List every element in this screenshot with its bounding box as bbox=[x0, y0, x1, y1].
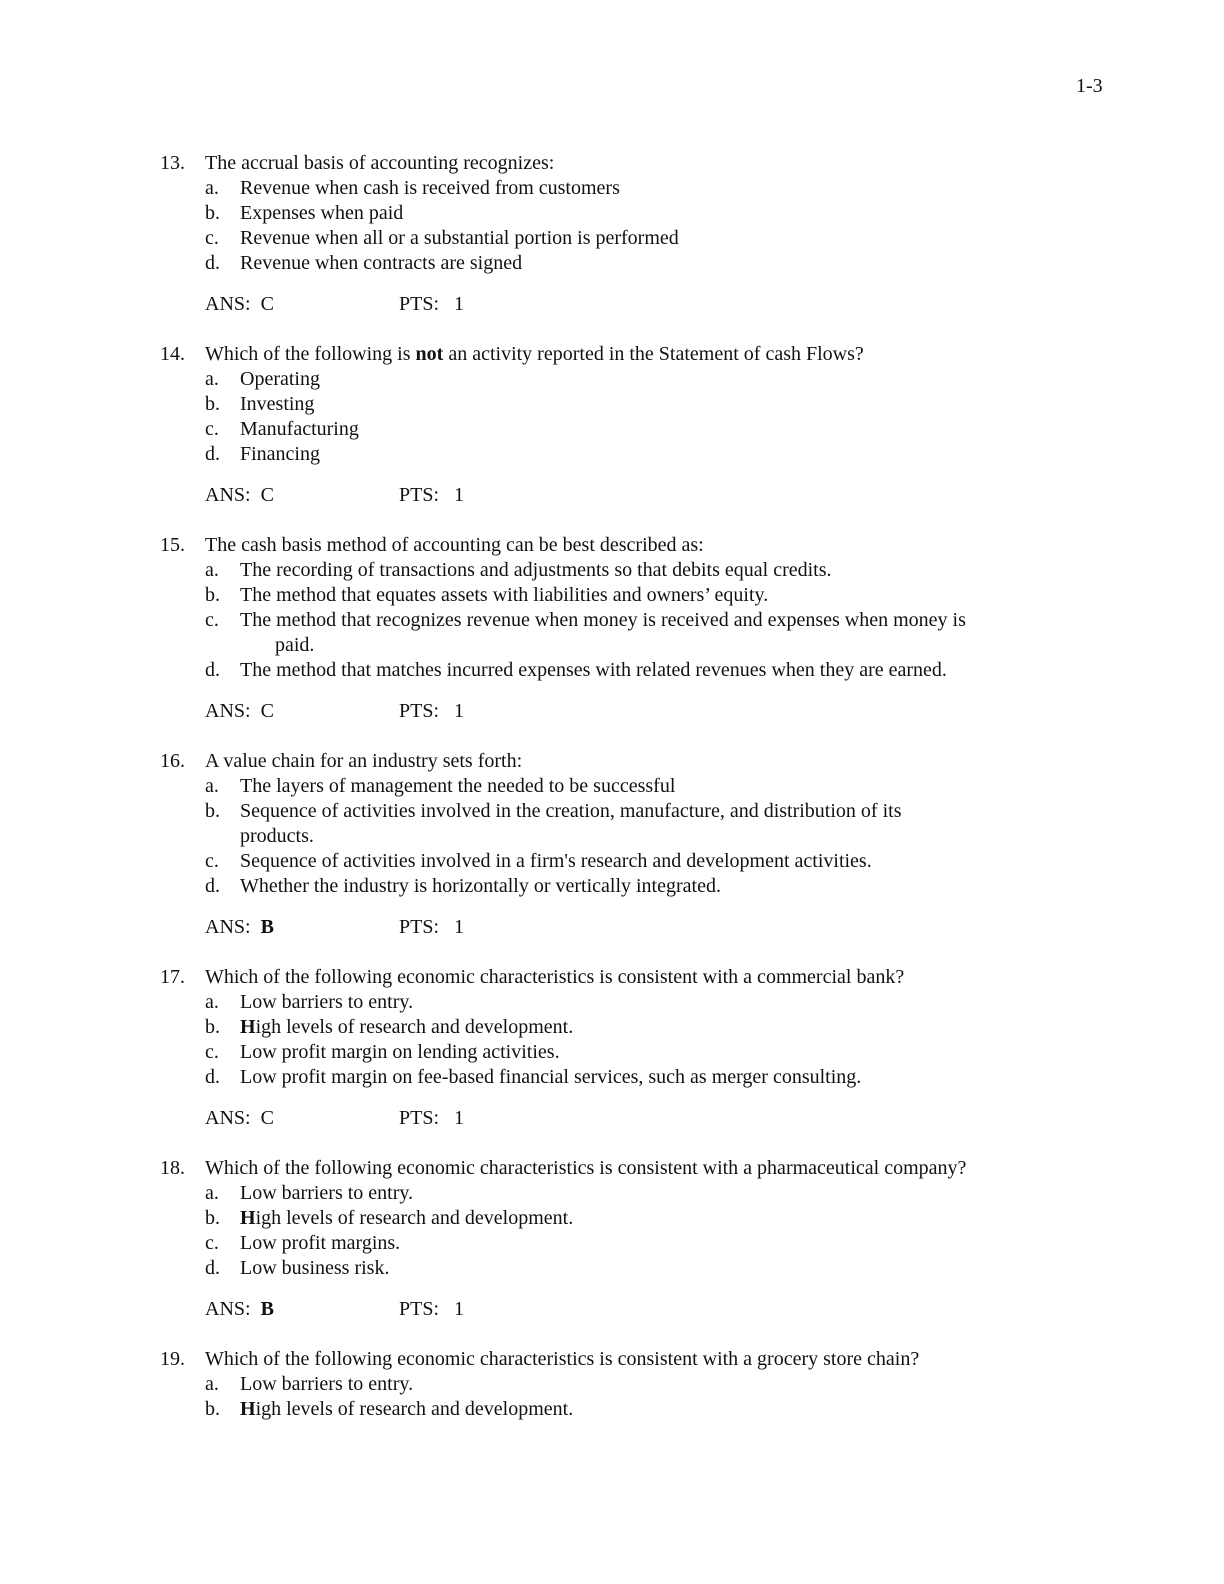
answer-label: ANS: bbox=[205, 1298, 251, 1320]
option-letter: b. bbox=[205, 584, 220, 606]
option-letter: d. bbox=[205, 443, 220, 465]
option-text-continued: products. bbox=[240, 825, 314, 847]
option-emphasis: H bbox=[240, 1207, 256, 1229]
answer-value: C bbox=[260, 1107, 274, 1129]
answer bbox=[205, 1297, 399, 1322]
question-emphasis: not bbox=[415, 343, 444, 365]
answer-option bbox=[160, 392, 1060, 417]
points-value: 1 bbox=[454, 1298, 465, 1320]
question-number: 17. bbox=[160, 966, 185, 988]
question-stem bbox=[160, 1347, 1060, 1372]
option-text: The layers of management the needed to be successful bbox=[240, 775, 676, 797]
answer bbox=[205, 1106, 399, 1131]
answer-option bbox=[160, 176, 1060, 201]
points bbox=[399, 483, 464, 508]
answer bbox=[205, 483, 399, 508]
option-letter: c. bbox=[205, 1041, 219, 1063]
option-text: Sequence of activities involved in a firm's research and development activities. bbox=[240, 850, 872, 872]
option-text: Manufacturing bbox=[240, 418, 359, 440]
option-letter: b. bbox=[205, 1016, 220, 1038]
option-letter: b. bbox=[205, 1207, 220, 1229]
points-label: PTS: bbox=[399, 700, 440, 722]
option-text: Revenue when all or a substantial portion is performed bbox=[240, 227, 679, 249]
points-label: PTS: bbox=[399, 916, 440, 938]
points-label: PTS: bbox=[399, 293, 440, 315]
option-letter: d. bbox=[205, 252, 220, 274]
answer-option bbox=[160, 201, 1060, 226]
answer-option bbox=[160, 1372, 1060, 1397]
points bbox=[399, 699, 464, 724]
question-stem bbox=[160, 749, 1060, 774]
question-stem bbox=[160, 342, 1060, 367]
question-text-rest: an activity reported in the Statement of cash Flows? bbox=[443, 343, 864, 365]
option-text: Low profit margin on fee-based financial services, such as merger consulting. bbox=[240, 1066, 862, 1088]
answer-key bbox=[160, 699, 1060, 724]
answer-option bbox=[160, 849, 1060, 874]
answer-value: C bbox=[260, 293, 274, 315]
question bbox=[160, 965, 1060, 1131]
option-letter: a. bbox=[205, 991, 219, 1013]
question-number: 13. bbox=[160, 152, 185, 174]
question bbox=[160, 749, 1060, 940]
question-number: 18. bbox=[160, 1157, 185, 1179]
option-letter: a. bbox=[205, 1373, 219, 1395]
points-value: 1 bbox=[454, 1107, 465, 1129]
option-text: The method that recognizes revenue when money is received and expenses when money is bbox=[240, 609, 966, 631]
question-stem bbox=[160, 151, 1060, 176]
points-value: 1 bbox=[454, 484, 465, 506]
option-emphasis: H bbox=[240, 1398, 256, 1420]
answer-option bbox=[160, 990, 1060, 1015]
question-stem bbox=[160, 533, 1060, 558]
option-text: igh levels of research and development. bbox=[255, 1016, 574, 1038]
points-value: 1 bbox=[454, 293, 465, 315]
answer-value: C bbox=[260, 700, 274, 722]
answer-option bbox=[160, 1206, 1060, 1231]
question bbox=[160, 151, 1060, 317]
answer-option bbox=[160, 558, 1060, 583]
question-text: Which of the following economic characteristics is consistent with a grocery store chain? bbox=[205, 1348, 920, 1370]
points bbox=[399, 1297, 464, 1322]
answer-key bbox=[160, 1106, 1060, 1131]
answer-key bbox=[160, 1297, 1060, 1322]
answer-label: ANS: bbox=[205, 293, 251, 315]
option-text: The method that matches incurred expenses with related revenues when they are earned. bbox=[240, 659, 947, 681]
question-number: 16. bbox=[160, 750, 185, 772]
answer-key bbox=[160, 483, 1060, 508]
answer-value: C bbox=[260, 484, 274, 506]
question bbox=[160, 1347, 1060, 1422]
answer-label: ANS: bbox=[205, 1107, 251, 1129]
answer-option bbox=[160, 583, 1060, 608]
option-letter: b. bbox=[205, 393, 220, 415]
answer-label: ANS: bbox=[205, 700, 251, 722]
answer-option bbox=[160, 874, 1060, 899]
option-text: Low profit margin on lending activities. bbox=[240, 1041, 560, 1063]
option-text: Investing bbox=[240, 393, 315, 415]
answer-option bbox=[160, 1256, 1060, 1281]
question-stem bbox=[160, 965, 1060, 990]
answer bbox=[205, 292, 399, 317]
option-text: Low business risk. bbox=[240, 1257, 390, 1279]
option-text: The method that equates assets with liabilities and owners’ equity. bbox=[240, 584, 769, 606]
option-letter: b. bbox=[205, 202, 220, 224]
option-text-continued: paid. bbox=[275, 634, 315, 656]
answer-option bbox=[160, 1181, 1060, 1206]
option-letter: c. bbox=[205, 609, 219, 631]
answer-option bbox=[160, 799, 1060, 824]
option-letter: b. bbox=[205, 1398, 220, 1420]
option-letter: d. bbox=[205, 1066, 220, 1088]
option-text: Low profit margins. bbox=[240, 1232, 401, 1254]
answer-option bbox=[160, 417, 1060, 442]
option-letter: a. bbox=[205, 775, 219, 797]
answer-option bbox=[160, 658, 1060, 683]
answer-key bbox=[160, 292, 1060, 317]
points bbox=[399, 1106, 464, 1131]
answer-option bbox=[160, 1015, 1060, 1040]
option-text: Sequence of activities involved in the creation, manufacture, and distribution of its bbox=[240, 800, 902, 822]
question-stem bbox=[160, 1156, 1060, 1181]
answer bbox=[205, 699, 399, 724]
question-text: Which of the following economic characteristics is consistent with a commercial bank? bbox=[205, 966, 905, 988]
answer-option bbox=[160, 367, 1060, 392]
question bbox=[160, 533, 1060, 724]
answer-option bbox=[160, 1040, 1060, 1065]
option-letter: a. bbox=[205, 368, 219, 390]
answer-option bbox=[160, 442, 1060, 467]
answer bbox=[205, 915, 399, 940]
answer-option bbox=[160, 1065, 1060, 1090]
option-text: Expenses when paid bbox=[240, 202, 404, 224]
option-text: Financing bbox=[240, 443, 320, 465]
option-text: Whether the industry is horizontally or vertically integrated. bbox=[240, 875, 721, 897]
option-text: Low barriers to entry. bbox=[240, 1373, 414, 1395]
points bbox=[399, 915, 464, 940]
answer-option bbox=[160, 774, 1060, 799]
option-letter: a. bbox=[205, 559, 219, 581]
option-letter: c. bbox=[205, 850, 219, 872]
option-text: Low barriers to entry. bbox=[240, 1182, 414, 1204]
option-letter: c. bbox=[205, 1232, 219, 1254]
option-text: Low barriers to entry. bbox=[240, 991, 414, 1013]
page-number: 1-3 bbox=[1076, 75, 1103, 97]
option-text: Operating bbox=[240, 368, 320, 390]
question-number: 14. bbox=[160, 343, 185, 365]
points-value: 1 bbox=[454, 916, 465, 938]
answer-option bbox=[160, 251, 1060, 276]
question-text: Which of the following economic characteristics is consistent with a pharmaceutical company? bbox=[205, 1157, 967, 1179]
answer-label: ANS: bbox=[205, 484, 251, 506]
option-letter: b. bbox=[205, 800, 220, 822]
answer-option bbox=[160, 608, 1060, 633]
option-letter: c. bbox=[205, 418, 219, 440]
question-text: Which of the following is bbox=[205, 343, 416, 365]
option-text: igh levels of research and development. bbox=[255, 1398, 574, 1420]
points-label: PTS: bbox=[399, 1107, 440, 1129]
question-list bbox=[160, 151, 1060, 1447]
option-text: Revenue when cash is received from customers bbox=[240, 177, 620, 199]
question-number: 19. bbox=[160, 1348, 185, 1370]
option-letter: d. bbox=[205, 659, 220, 681]
answer-option bbox=[160, 1397, 1060, 1422]
points-value: 1 bbox=[454, 700, 465, 722]
question-text: A value chain for an industry sets forth: bbox=[205, 750, 523, 772]
question bbox=[160, 1156, 1060, 1322]
option-letter: c. bbox=[205, 227, 219, 249]
option-letter: a. bbox=[205, 177, 219, 199]
option-text: igh levels of research and development. bbox=[255, 1207, 574, 1229]
answer-key bbox=[160, 915, 1060, 940]
option-letter: a. bbox=[205, 1182, 219, 1204]
answer-value: B bbox=[260, 1298, 274, 1320]
points-label: PTS: bbox=[399, 484, 440, 506]
option-emphasis: H bbox=[240, 1016, 256, 1038]
answer-option bbox=[160, 1231, 1060, 1256]
option-letter: d. bbox=[205, 1257, 220, 1279]
question bbox=[160, 342, 1060, 508]
question-text: The accrual basis of accounting recognizes: bbox=[205, 152, 555, 174]
points-label: PTS: bbox=[399, 1298, 440, 1320]
question-text: The cash basis method of accounting can be best described as: bbox=[205, 534, 704, 556]
option-text: The recording of transactions and adjustments so that debits equal credits. bbox=[240, 559, 832, 581]
option-text: Revenue when contracts are signed bbox=[240, 252, 523, 274]
answer-value: B bbox=[260, 916, 274, 938]
option-letter: d. bbox=[205, 875, 220, 897]
points bbox=[399, 292, 464, 317]
question-number: 15. bbox=[160, 534, 185, 556]
answer-option bbox=[160, 226, 1060, 251]
answer-label: ANS: bbox=[205, 916, 251, 938]
